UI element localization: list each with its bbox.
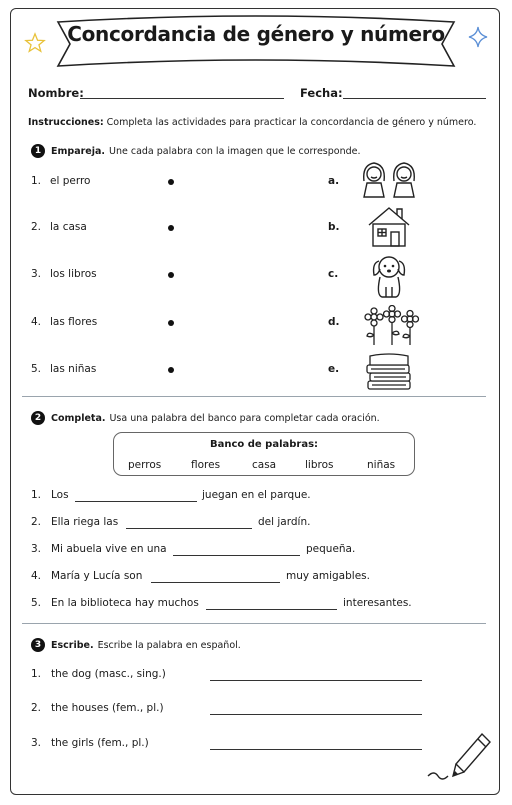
page-title: Concordancia de género y número xyxy=(67,22,445,46)
section-number-badge: 2 xyxy=(31,411,45,425)
section1-heading xyxy=(31,144,361,158)
write-item-prompt: the dog (masc., sing.) xyxy=(51,668,166,680)
two-girls-icon xyxy=(358,157,420,201)
match-item-word: el perro xyxy=(50,175,91,187)
sentence-number: 5. xyxy=(31,597,42,609)
section-text: Usa una palabra del banco para completar cada oración. xyxy=(109,412,380,424)
sentence-blank[interactable] xyxy=(173,555,300,556)
instructions-text: Completa las actividades para practicar la concordancia de género y número. xyxy=(103,117,477,128)
date-field[interactable] xyxy=(343,98,486,99)
flowers-icon xyxy=(362,305,420,347)
sentence-blank[interactable] xyxy=(75,501,197,502)
match-letter: b. xyxy=(328,221,340,233)
house-icon xyxy=(366,205,412,249)
section-title: Completa. xyxy=(51,412,106,424)
section-divider xyxy=(22,396,486,397)
name-field[interactable] xyxy=(80,98,284,99)
write-item-number: 1. xyxy=(31,668,42,680)
match-item-word: las niñas xyxy=(50,363,97,375)
match-item-word: la casa xyxy=(50,221,87,233)
section-text: Une cada palabra con la imagen que le corresponde. xyxy=(109,145,361,157)
write-item-prompt: the girls (fem., pl.) xyxy=(51,737,149,749)
sentence-blank[interactable] xyxy=(151,582,280,583)
sentence-after: pequeña. xyxy=(306,543,356,555)
sentence-number: 2. xyxy=(31,516,42,528)
instructions-label: Instrucciones: xyxy=(28,117,104,128)
match-letter: c. xyxy=(328,268,339,280)
sparkle-icon xyxy=(468,26,488,48)
sentence-blank[interactable] xyxy=(206,609,337,610)
books-icon xyxy=(364,352,414,392)
sentence-after: del jardín. xyxy=(258,516,311,528)
sentence-after: juegan en el parque. xyxy=(202,489,311,501)
match-dot[interactable] xyxy=(168,367,174,373)
write-item-number: 2. xyxy=(31,702,42,714)
date-label: Fecha: xyxy=(300,86,343,100)
sentence-before: Mi abuela vive en una xyxy=(51,543,167,555)
sentence-before: Los xyxy=(51,489,69,501)
match-item-word: las flores xyxy=(50,316,98,328)
section-title: Empareja. xyxy=(51,145,106,157)
match-item-number: 2. xyxy=(31,221,42,233)
section-text: Escribe la palabra en español. xyxy=(97,639,241,651)
sentence-number: 4. xyxy=(31,570,42,582)
section2-heading xyxy=(31,411,380,425)
word-bank xyxy=(113,432,415,476)
section-number-badge: 1 xyxy=(31,144,45,158)
instructions xyxy=(28,117,476,128)
word-bank-word: niñas xyxy=(367,459,396,471)
match-dot[interactable] xyxy=(168,272,174,278)
section-number-badge: 3 xyxy=(31,638,45,652)
match-letter: a. xyxy=(328,175,340,187)
name-label: Nombre: xyxy=(28,86,84,100)
dog-icon xyxy=(368,251,410,301)
sentence-after: interesantes. xyxy=(343,597,412,609)
word-bank-word: casa xyxy=(252,459,277,471)
star-outline-icon xyxy=(24,32,46,54)
match-item-number: 4. xyxy=(31,316,42,328)
write-answer-line[interactable] xyxy=(210,749,422,750)
write-answer-line[interactable] xyxy=(210,680,422,681)
sentence-before: Ella riega las xyxy=(51,516,119,528)
word-bank-word: flores xyxy=(191,459,221,471)
sentence-before: En la biblioteca hay muchos xyxy=(51,597,199,609)
sentence-after: muy amigables. xyxy=(286,570,370,582)
sentence-before: María y Lucía son xyxy=(51,570,143,582)
match-dot[interactable] xyxy=(168,225,174,231)
match-item-word: los libros xyxy=(50,268,97,280)
write-item-prompt: the houses (fem., pl.) xyxy=(51,702,164,714)
match-letter: e. xyxy=(328,363,340,375)
word-bank-title: Banco de palabras: xyxy=(209,439,319,450)
match-letter: d. xyxy=(328,316,340,328)
sentence-number: 3. xyxy=(31,543,42,555)
section3-heading xyxy=(31,638,241,652)
match-item-number: 1. xyxy=(31,175,42,187)
write-answer-line[interactable] xyxy=(210,714,422,715)
sentence-blank[interactable] xyxy=(126,528,252,529)
pencil-icon xyxy=(424,730,494,784)
word-bank-word: libros xyxy=(305,459,334,471)
sentence-number: 1. xyxy=(31,489,42,501)
match-item-number: 3. xyxy=(31,268,42,280)
section-title: Escribe. xyxy=(51,639,94,651)
section-divider xyxy=(22,623,486,624)
match-item-number: 5. xyxy=(31,363,42,375)
match-dot[interactable] xyxy=(168,179,174,185)
write-item-number: 3. xyxy=(31,737,42,749)
match-dot[interactable] xyxy=(168,320,174,326)
word-bank-word: perros xyxy=(128,459,162,471)
